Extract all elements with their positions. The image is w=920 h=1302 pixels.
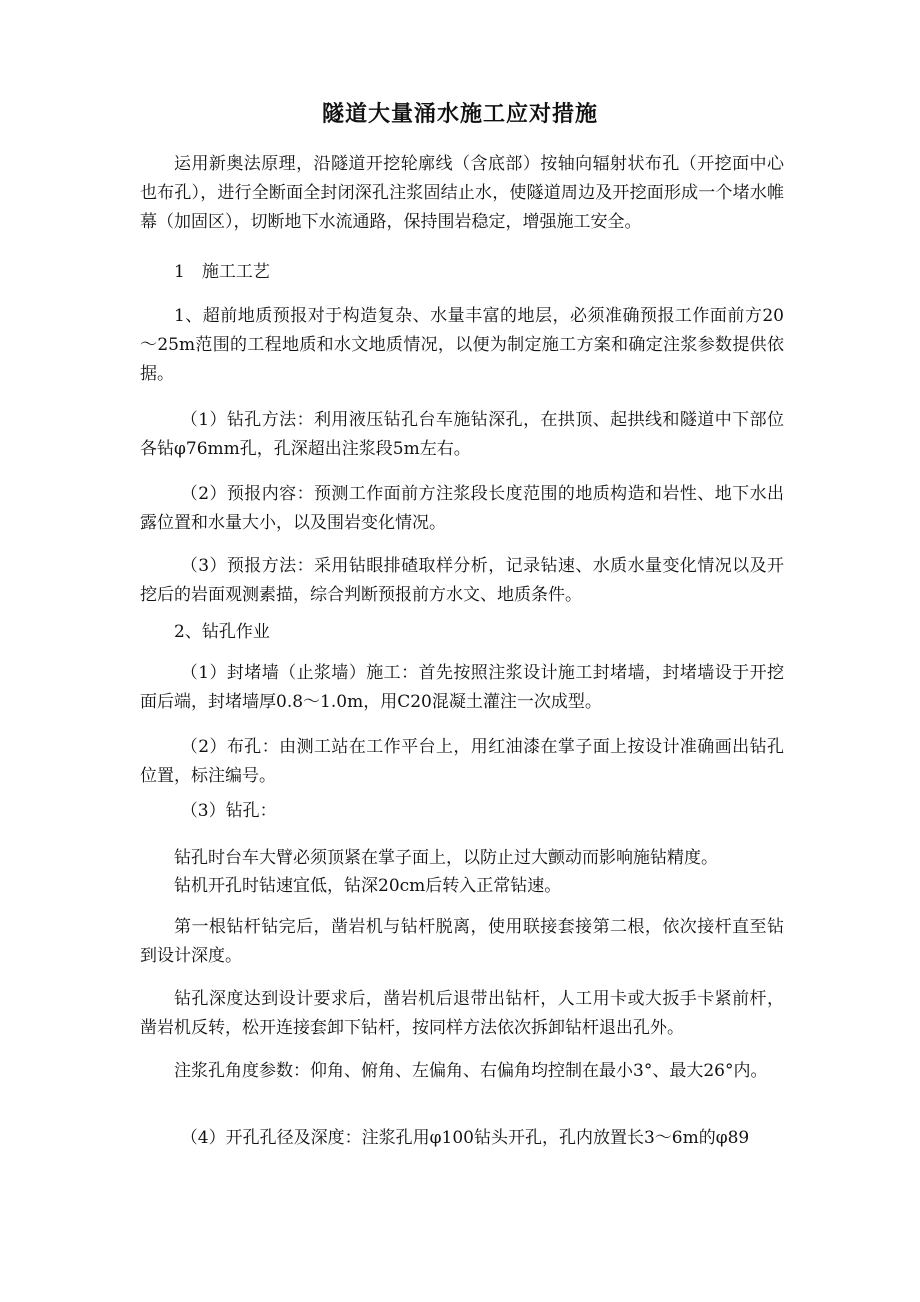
- paragraph-forecast-content: （2）预报内容：预测工作面前方注浆段长度范围的地质构造和岩性、地下水出露位置和水量大小，以及围岩变化情况。: [140, 484, 784, 533]
- paragraph-sealing-wall: （1）封堵墙（止浆墙）施工：首先按照注浆设计施工封堵墙，封堵墙设于开挖面后端，封堵墙厚0.8～1.0m，用C20混凝土灌注一次成型。: [140, 663, 784, 712]
- paragraph-drilling-step-4: 钻孔深度达到设计要求后，凿岩机后退带出钻杆，人工用卡或大扳手卡紧前杆，凿岩机反转，松开连接套卸下钻杆，按同样方法依次拆卸钻杆退出孔外。: [140, 989, 784, 1038]
- paragraph-forecast-method: （3）预报方法：采用钻眼排碴取样分析，记录钻速、水质水量变化情况以及开挖后的岩面观测素描，综合判断预报前方水文、地质条件。: [140, 556, 784, 605]
- paragraph-geological-forecast: 1、超前地质预报对于构造复杂、水量丰富的地层，必须准确预报工作面前方20～25m范围的工程地质和水文地质情况，以便为制定施工方案和确定注浆参数提供依据。: [140, 306, 784, 384]
- paragraph-drilling-step-1: 钻孔时台车大臂必须顶紧在掌子面上，以防止过大颤动而影响施钻精度。: [174, 848, 718, 868]
- section-heading-process: 1 施工工艺: [174, 262, 270, 282]
- paragraph-drilling-step-2: 钻机开孔时钻速宜低，钻深20cm后转入正常钻速。: [174, 876, 562, 896]
- document-title: 隧道大量涌水施工应对措施: [321, 101, 598, 127]
- paragraph-hole-diameter: （4）开孔孔径及深度：注浆孔用φ100钻头开孔，孔内放置长3～6m的φ89: [180, 1128, 750, 1148]
- paragraph-grout-hole-angle: 注浆孔角度参数：仰角、俯角、左偏角、右偏角均控制在最小3°、最大26°内。: [174, 1061, 768, 1081]
- paragraph-drilling-method: （1）钻孔方法：利用液压钻孔台车施钻深孔，在拱顶、起拱线和隧道中下部位各钻φ76mm孔，孔深超出注浆段5m左右。: [140, 410, 784, 459]
- paragraph-drilling-step-3: 第一根钻杆钻完后，凿岩机与钻杆脱离，使用联接套接第二根，依次接杆直至钻到设计深度。: [140, 917, 784, 966]
- section-heading-drilling: 2、钻孔作业: [174, 622, 270, 642]
- paragraph-intro: 运用新奥法原理，沿隧道开挖轮廓线（含底部）按轴向辐射状布孔（开挖面中心也布孔），进行全断面全封闭深孔注浆固结止水，使隧道周边及开挖面形成一个堵水帷幕（加固区），切断地下水流通路，保持围岩稳定，增强施工安全。: [140, 154, 784, 232]
- paragraph-hole-layout: （2）布孔：由测工站在工作平台上，用红油漆在掌子面上按设计准确画出钻孔位置，标注编号。: [140, 737, 784, 786]
- paragraph-drilling-heading: （3）钻孔：: [180, 801, 277, 821]
